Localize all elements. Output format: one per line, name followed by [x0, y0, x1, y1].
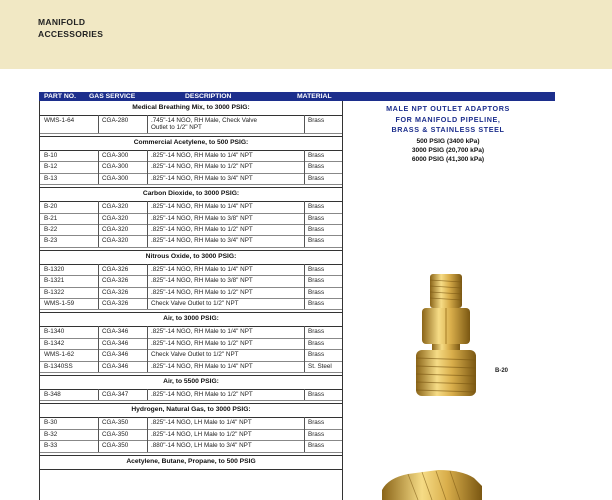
column-divider	[98, 275, 99, 286]
section-title: Carbon Dioxide, to 3000 PSIG:	[142, 190, 240, 198]
row-divider	[40, 309, 342, 310]
column-divider	[304, 235, 305, 246]
column-divider	[147, 150, 148, 161]
material: Brass	[308, 163, 325, 171]
table-row	[40, 338, 342, 349]
column-divider	[98, 173, 99, 184]
part-number: B-12	[44, 163, 58, 171]
description	[151, 277, 253, 284]
column-divider	[147, 287, 148, 298]
table-row	[40, 235, 342, 246]
part-number: B-1340	[44, 328, 65, 336]
column-divider	[98, 213, 99, 224]
table-row	[40, 173, 342, 184]
gas-service: CGA-326	[102, 277, 129, 285]
description-line: .880"-14 NGO, LH Male to 3/4" NPT	[151, 442, 252, 450]
description	[151, 203, 253, 210]
column-divider	[304, 326, 305, 337]
row-divider	[40, 184, 342, 185]
column-divider	[304, 161, 305, 172]
column-divider	[147, 235, 148, 246]
header-part-no: PART NO.	[44, 93, 76, 100]
gas-service: CGA-346	[102, 351, 129, 359]
material: St. Steel	[308, 362, 332, 370]
gas-service: CGA-346	[102, 339, 129, 347]
column-divider	[304, 264, 305, 275]
description	[151, 289, 253, 296]
description-line: .825"-14 NGO, RH Male to 1/4" NPT	[151, 362, 253, 370]
description	[151, 431, 252, 438]
description	[151, 340, 253, 347]
material: Brass	[308, 152, 325, 159]
row-divider	[40, 400, 342, 401]
adaptor-image-partial	[378, 468, 486, 500]
description-line: Check Valve Outlet to 1/2" NPT	[151, 300, 239, 307]
part-number: B-20	[44, 203, 58, 211]
description-line: Outlet to 1/2" NPT	[151, 124, 202, 132]
gas-service: CGA-320	[102, 214, 129, 222]
column-divider	[147, 326, 148, 337]
gas-service: CGA-326	[102, 288, 129, 296]
description-line: .825"-14 NGO, RH Male to 1/4" NPT	[151, 265, 253, 273]
column-divider	[147, 213, 148, 224]
description-line: Check Valve Outlet to 1/2" NPT	[151, 351, 239, 359]
gas-service: CGA-320	[102, 237, 129, 245]
material: Brass	[308, 203, 325, 211]
table-row	[40, 115, 342, 133]
part-number: WMS-1-64	[44, 117, 75, 124]
column-divider	[304, 275, 305, 286]
part-number: B-1320	[44, 265, 65, 273]
column-divider	[98, 361, 99, 372]
material: Brass	[308, 419, 325, 427]
description-line: .825"-14 NGO, RH Male to 1/2" NPT	[151, 288, 253, 296]
description	[151, 163, 253, 170]
material: Brass	[308, 300, 325, 307]
column-divider	[304, 115, 305, 133]
gas-service: CGA-350	[102, 430, 129, 438]
row-divider	[40, 372, 342, 373]
page-banner	[0, 0, 612, 69]
column-divider	[147, 349, 148, 360]
description	[151, 117, 257, 131]
gas-service: CGA-350	[102, 442, 129, 450]
column-divider	[304, 298, 305, 309]
part-number: B-1340SS	[44, 362, 73, 370]
adaptors-title-line: FOR MANIFOLD PIPELINE,	[395, 114, 501, 124]
column-divider	[98, 440, 99, 451]
description-line: .825"-14 NGO, RH Male to 1/4" NPT	[151, 328, 253, 336]
description	[151, 328, 253, 335]
column-divider	[147, 275, 148, 286]
part-number: B-21	[44, 214, 58, 222]
gas-service: CGA-320	[102, 203, 129, 211]
description-line: .825"-14 NGO, RH Male to 1/2" NPT	[151, 391, 253, 398]
table-header	[39, 92, 555, 101]
column-divider	[304, 201, 305, 212]
table-row	[40, 361, 342, 372]
part-number: B-13	[44, 174, 58, 182]
description	[151, 363, 253, 370]
gas-service: CGA-300	[102, 163, 129, 171]
column-divider	[98, 161, 99, 172]
part-number: B-348	[44, 391, 61, 398]
material: Brass	[308, 226, 325, 233]
column-divider	[304, 150, 305, 161]
gas-service: CGA-280	[102, 117, 129, 124]
description	[151, 442, 252, 449]
part-number: B-1322	[44, 288, 65, 296]
gas-service: CGA-350	[102, 419, 129, 427]
column-divider	[304, 440, 305, 451]
column-divider	[147, 224, 148, 235]
description-line: .745"-14 NGO, RH Male, Check Valve	[151, 117, 258, 124]
adaptors-title-line: BRASS & STAINLESS STEEL	[391, 125, 505, 134]
section-title: Nitrous Oxide, to 3000 PSIG:	[145, 252, 237, 260]
material: Brass	[308, 339, 325, 347]
table-row	[40, 417, 342, 428]
column-divider	[304, 224, 305, 235]
column-divider	[98, 287, 99, 298]
header-gas-service: GAS SERVICE	[89, 93, 136, 100]
column-divider	[304, 213, 305, 224]
part-number: B-1321	[44, 277, 65, 285]
column-divider	[147, 389, 148, 400]
gas-service: CGA-320	[102, 226, 129, 233]
description-line: .825"-14 NGO, LH Male to 1/2" NPT	[151, 430, 252, 438]
description-line: .825"-14 NGO, RH Male to 1/2" NPT	[151, 339, 253, 347]
description-line: .825"-14 NGO, RH Male to 3/8" NPT	[151, 214, 253, 222]
material: Brass	[308, 288, 325, 296]
part-number: B-23	[44, 237, 58, 245]
description	[151, 300, 239, 307]
table-row	[40, 287, 342, 298]
column-divider	[147, 338, 148, 349]
column-divider	[147, 161, 148, 172]
gas-service: CGA-347	[102, 391, 129, 398]
material: Brass	[308, 430, 325, 438]
row-divider	[40, 452, 342, 453]
column-divider	[147, 361, 148, 372]
column-divider	[98, 264, 99, 275]
column-divider	[98, 349, 99, 360]
column-divider	[98, 298, 99, 309]
table-row	[40, 440, 342, 451]
column-divider	[147, 440, 148, 451]
pressure-rating: 3000 PSIG (20,700 kPa)	[411, 146, 485, 154]
description-line: .825"-14 NGO, LH Male to 1/4" NPT	[151, 419, 252, 427]
part-number: B-1342	[44, 339, 65, 347]
column-divider	[98, 201, 99, 212]
material: Brass	[308, 237, 325, 245]
part-number: B-30	[44, 419, 58, 427]
table-row	[40, 161, 342, 172]
table-row	[40, 389, 342, 400]
gas-service: CGA-326	[102, 300, 129, 307]
pressure-ratings	[341, 137, 555, 164]
row-divider	[40, 133, 342, 134]
part-number: B-33	[44, 442, 58, 450]
description	[151, 266, 253, 273]
column-divider	[147, 298, 148, 309]
gas-service: CGA-346	[102, 328, 129, 336]
column-divider	[147, 201, 148, 212]
column-divider	[98, 326, 99, 337]
part-number: WMS-1-62	[44, 351, 75, 359]
material: Brass	[308, 442, 325, 450]
description-line: .825"-14 NGO, RH Male to 1/4" NPT	[151, 152, 253, 159]
description	[151, 226, 253, 233]
table-row	[40, 264, 342, 275]
column-divider	[304, 361, 305, 372]
adaptors-title	[341, 104, 555, 136]
header-description: DESCRIPTION	[185, 93, 232, 100]
column-divider	[98, 150, 99, 161]
table-row	[40, 349, 342, 360]
column-divider	[147, 264, 148, 275]
section-title: Medical Breathing Mix, to 3000 PSIG:	[132, 104, 250, 111]
material: Brass	[308, 214, 325, 222]
pressure-rating: 500 PSIG (3400 kPa)	[416, 137, 480, 145]
section-title: Air, to 3000 PSIG:	[163, 315, 219, 323]
gas-service: CGA-346	[102, 362, 129, 370]
description	[151, 215, 253, 222]
section-title: Acetylene, Butane, Propane, to 500 PSIG	[126, 457, 256, 465]
column-divider	[304, 173, 305, 184]
part-number: B-22	[44, 226, 58, 233]
adaptors-title-line: MALE NPT OUTLET ADAPTORS	[386, 104, 510, 113]
part-number: B-32	[44, 430, 58, 438]
column-divider	[304, 349, 305, 360]
header-material: MATERIAL	[297, 93, 332, 100]
column-divider	[147, 417, 148, 428]
adaptors-panel	[341, 101, 555, 164]
description-line: .825"-14 NGO, RH Male to 1/4" NPT	[151, 203, 253, 211]
description	[151, 237, 253, 244]
column-divider	[304, 389, 305, 400]
material: Brass	[308, 174, 325, 182]
column-divider	[98, 224, 99, 235]
gas-service: CGA-300	[102, 152, 129, 159]
description	[151, 175, 253, 182]
column-divider	[304, 429, 305, 440]
material: Brass	[308, 117, 325, 124]
gas-service: CGA-326	[102, 265, 129, 273]
table-row	[40, 201, 342, 212]
column-divider	[98, 338, 99, 349]
column-divider	[147, 173, 148, 184]
column-divider	[304, 338, 305, 349]
column-divider	[98, 115, 99, 133]
material: Brass	[308, 277, 325, 285]
description-line: .825"-14 NGO, RH Male to 1/2" NPT	[151, 226, 253, 233]
column-divider	[98, 417, 99, 428]
material: Brass	[308, 351, 325, 359]
description	[151, 391, 253, 398]
description	[151, 152, 253, 159]
gas-service: CGA-300	[102, 174, 129, 182]
row-divider	[40, 247, 342, 248]
table-row	[40, 275, 342, 286]
column-divider	[304, 287, 305, 298]
description	[151, 419, 252, 426]
column-divider	[147, 115, 148, 133]
description-line: .825"-14 NGO, RH Male to 3/4" NPT	[151, 174, 253, 182]
section-title: Air, to 5500 PSIG:	[163, 378, 219, 385]
part-number: B-10	[44, 152, 58, 159]
parts-table	[39, 101, 343, 500]
material: Brass	[308, 328, 325, 336]
material: Brass	[308, 265, 325, 273]
table-row	[40, 298, 342, 309]
column-divider	[98, 389, 99, 400]
table-row	[40, 326, 342, 337]
description-line: .825"-14 NGO, RH Male to 3/8" NPT	[151, 277, 253, 285]
table-row	[40, 429, 342, 440]
table-row	[40, 213, 342, 224]
section-divider	[40, 469, 342, 470]
product-label: B-20	[495, 368, 509, 374]
section-title: Commercial Acetylene, to 500 PSIG:	[133, 139, 249, 146]
material: Brass	[308, 391, 325, 398]
description-line: .825"-14 NGO, RH Male to 3/4" NPT	[151, 237, 253, 245]
table-row	[40, 224, 342, 235]
column-divider	[304, 417, 305, 428]
section-title: Hydrogen, Natural Gas, to 3000 PSIG:	[131, 406, 251, 414]
banner-title-line2: ACCESSORIES	[38, 29, 104, 39]
column-divider	[98, 429, 99, 440]
banner-title-line1: MANIFOLD	[38, 17, 86, 27]
description	[151, 351, 239, 358]
table-row	[40, 150, 342, 161]
pressure-rating: 6000 PSIG (41,300 kPa)	[411, 155, 485, 163]
column-divider	[98, 235, 99, 246]
column-divider	[147, 429, 148, 440]
description-line: .825"-14 NGO, RH Male to 1/2" NPT	[151, 163, 253, 171]
b20-adaptor-image	[408, 272, 484, 400]
part-number: WMS-1-59	[44, 300, 75, 307]
